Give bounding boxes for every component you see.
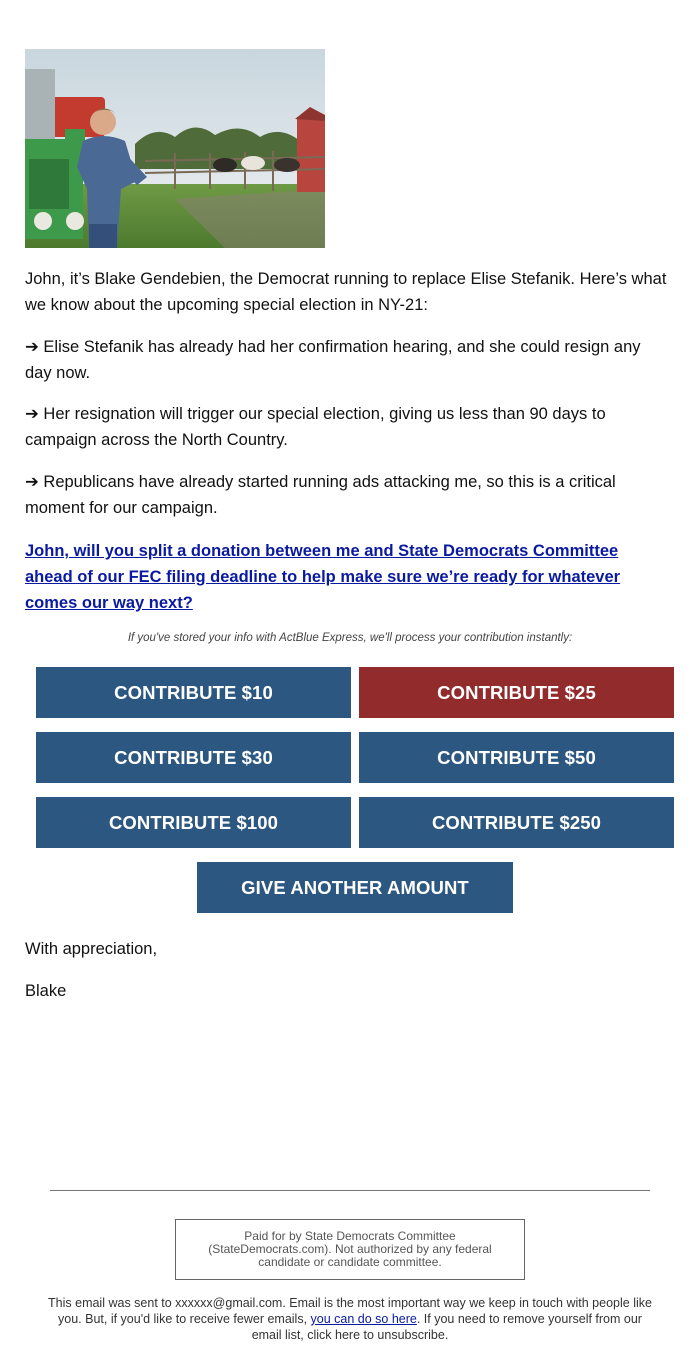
footer-unsubscribe-text[interactable]: . If you need to remove yourself from our email list, click here to unsubscribe.: [251, 1312, 642, 1342]
contribute-250-button[interactable]: CONTRIBUTE $250: [359, 797, 674, 848]
closing-line: With appreciation,: [25, 940, 158, 958]
paid-for-disclaimer: Paid for by State Democrats Committee (StateDemocrats.com). Not authorized by any federal candidate or candidate committee.: [175, 1219, 525, 1280]
contribute-50-button[interactable]: CONTRIBUTE $50: [359, 732, 674, 783]
contribute-100-button[interactable]: CONTRIBUTE $100: [36, 797, 351, 848]
bullet-special-election: ➔ Her resignation will trigger our special election, giving us less than 90 days to campaign across the North Country.: [25, 405, 606, 449]
bullet-republican-ads: ➔ Republicans have already started running ads attacking me, so this is a critical moment for our campaign.: [25, 473, 616, 517]
intro-paragraph: John, it’s Blake Gendebien, the Democrat running to replace Elise Stefanik. Here’s what we know about the upcoming special election in NY-21:: [25, 270, 667, 314]
footer-sent-mid: . Email is the most important way we keep in touch with people like you. But, if you'd like to receive fewer emails,: [58, 1296, 652, 1326]
actblue-express-note: If you've stored your info with ActBlue Express, we'll process your contribution instantly:: [127, 632, 573, 644]
bullet-confirmation-hearing: ➔ Elise Stefanik has already had her confirmation hearing, and she could resign any day now.: [25, 338, 641, 382]
give-another-amount-button[interactable]: GIVE ANOTHER AMOUNT: [197, 862, 513, 913]
contribute-30-button[interactable]: CONTRIBUTE $30: [36, 732, 351, 783]
fewer-emails-link[interactable]: you can do so here: [310, 1312, 417, 1326]
contribute-10-button[interactable]: CONTRIBUTE $10: [36, 667, 351, 718]
recipient-email: xxxxxx@gmail.com: [175, 1296, 283, 1310]
signature-name: Blake: [25, 982, 67, 1000]
footer-text: [45, 1295, 655, 1343]
hero-photo: [25, 49, 325, 248]
footer-divider: [50, 1190, 650, 1191]
contribute-25-button[interactable]: CONTRIBUTE $25: [359, 667, 674, 718]
footer-sent-prefix: This email was sent to: [48, 1296, 176, 1310]
donation-cta-link[interactable]: John, will you split a donation between me and State Democrats Committee ahead of our FEC filing deadline to help make sure we’re ready for whatever comes our way next?: [25, 542, 621, 612]
